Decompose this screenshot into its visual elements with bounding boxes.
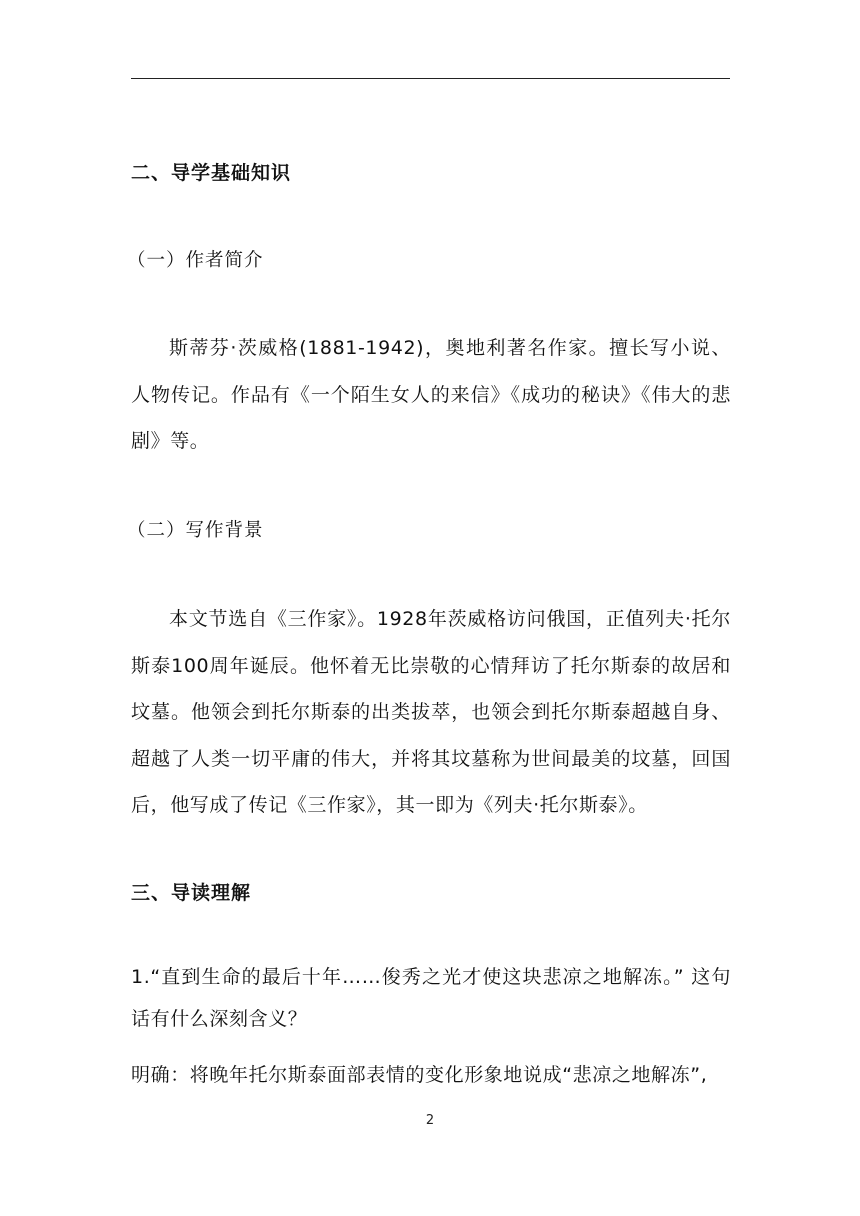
question-1: 1.“直到生命的最后十年……俊秀之光才使这块悲凉之地解冻。” 这句话有什么深刻含义？ [131, 966, 731, 1030]
subsection-title-background: （二）写作背景 [127, 520, 264, 541]
header-rule [131, 78, 730, 79]
section-title-basic-knowledge: 二、导学基础知识 [131, 162, 292, 184]
answer-1: 明确：将晚年托尔斯泰面部表情的变化形象地说成“悲凉之地解冻”, [131, 1064, 708, 1086]
subsection-title-author: （一）作者简介 [127, 250, 264, 271]
section-title-reading-comprehension: 三、导读理解 [131, 882, 252, 904]
background-paragraph: 本文节选自《三作家》。1928年茨威格访问俄国，正值列夫·托尔斯泰100周年诞辰。他怀着无比崇敬的心情拜访了托尔斯泰的故居和坟墓。他领会到托尔斯泰的出类拔萃，也领会到托尔斯泰超越自身、超越了人类一切平庸的伟大，并将其坟墓称为世间最美的坟墓，回国后，他写成了传记《三作家》，其一即为《列夫·托尔斯泰》。 [131, 608, 731, 816]
page-number: 2 [425, 1113, 435, 1128]
author-intro-paragraph: 斯蒂芬·茨威格(1881-1942)，奥地利著名作家。擅长写小说、人物传记。作品有《一个陌生女人的来信》《成功的秘诀》《伟大的悲剧》等。 [131, 337, 731, 452]
